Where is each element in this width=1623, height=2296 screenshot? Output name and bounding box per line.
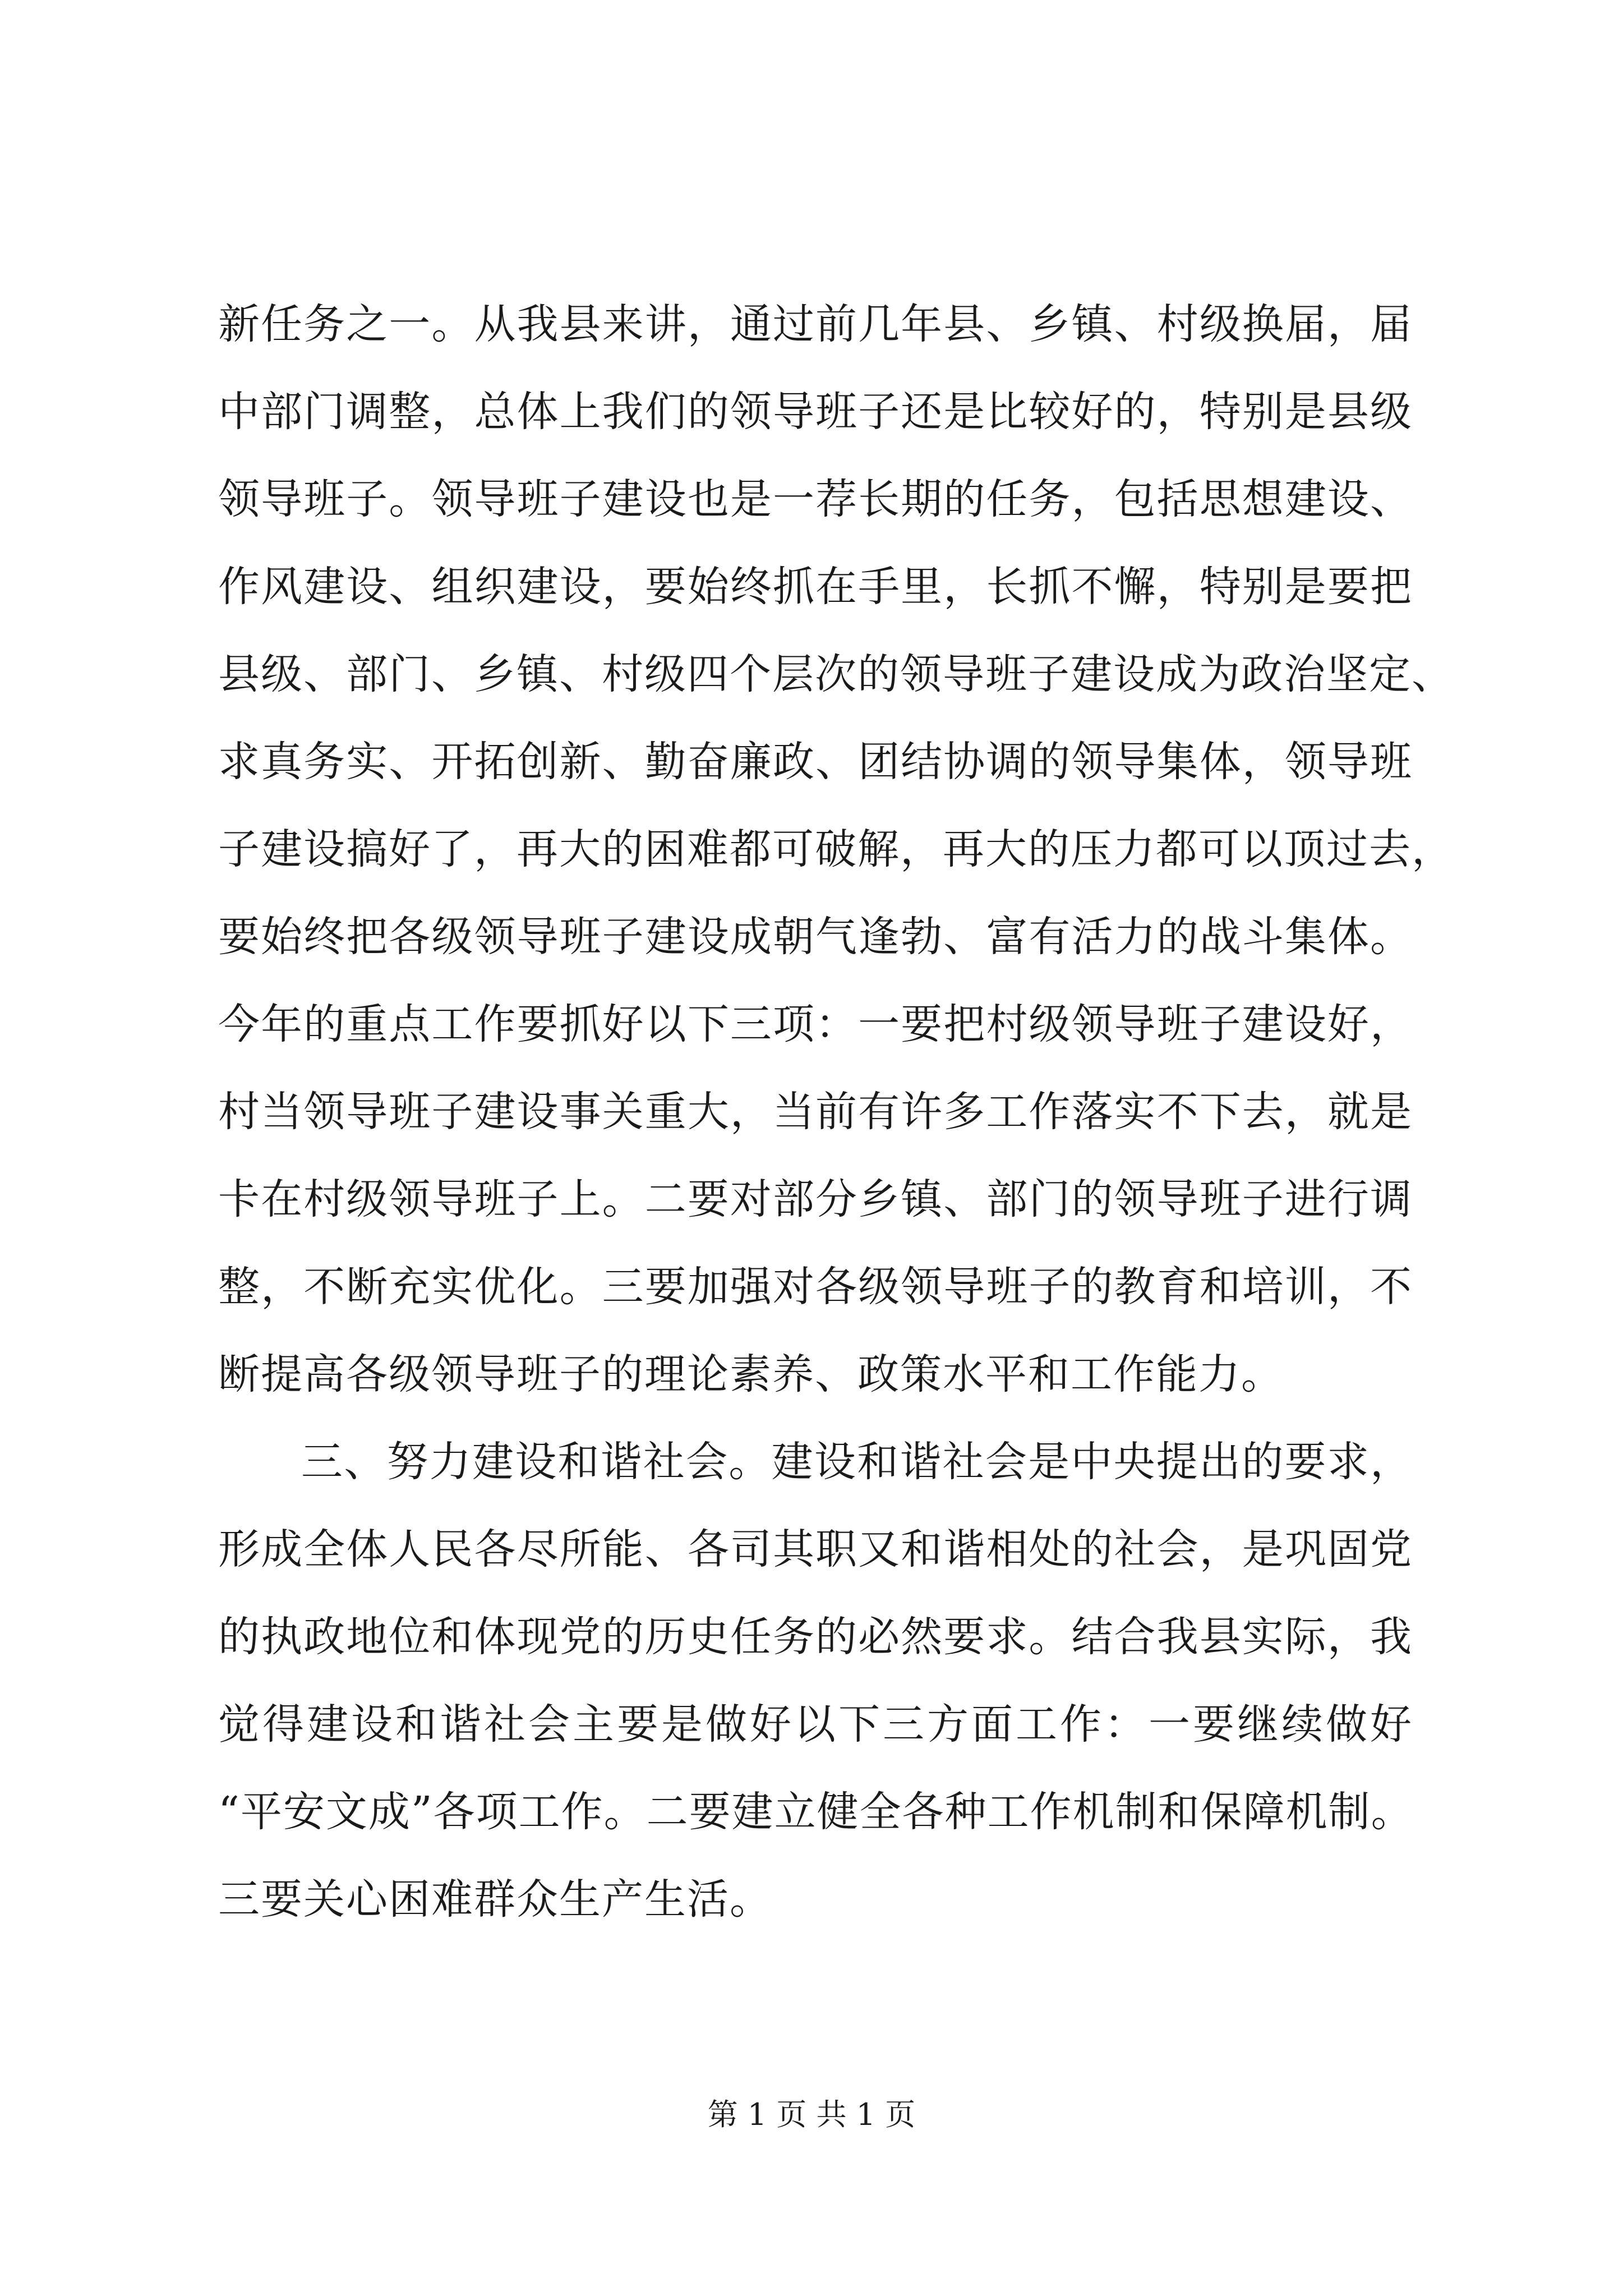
paragraph-2 [218,1418,1413,1943]
document-body [218,280,1454,1943]
text-line: 卡在村级领导班子上。二要对部分乡镇、部门的领导班子进行调 [218,1175,1413,1223]
text-line: 觉得建设和谐社会主要是做好以下三方面工作：一要继续做好 [218,1700,1413,1749]
text-line: 求真务实、开拓创新、勤奋廉政、团结协调的领导集体，领导班 [218,738,1413,786]
text-line: 要始终把各级领导班子建设成朝气逢勃、富有活力的战斗集体。 [218,913,1413,961]
text-line: 三要关心困难群众生产生活。 [218,1875,772,1924]
text-line: 形成全体人民各尽所能、各司其职又和谐相处的社会，是巩固党 [218,1525,1413,1573]
text-line: 新任务之一。从我县来讲，通过前几年县、乡镇、村级换届，届 [218,300,1413,348]
paragraph-1 [218,280,1454,1418]
text-line: 整，不断充实优化。三要加强对各级领导班子的教育和培训，不 [218,1263,1413,1311]
text-line: 作风建设、组织建设，要始终抓在手里，长抓不懈，特别是要把 [218,563,1413,611]
text-line: 的执政地位和体现党的历史任务的必然要求。结合我县实际，我 [218,1613,1413,1661]
text-line: 今年的重点工作要抓好以下三项：一要把村级领导班子建设好， [218,1000,1413,1048]
text-line: 村当领导班子建设事关重大，当前有许多工作落实不下去，就是 [218,1088,1413,1136]
text-line: 断提高各级领导班子的理论素养、政策水平和工作能力。 [218,1350,1284,1398]
text-line: 子建设搞好了，再大的困难都可破解，再大的压力都可以顶过去， [218,825,1454,873]
text-line: 县级、部门、乡镇、村级四个层次的领导班子建设成为政治坚定、 [218,650,1454,698]
text-line: 中部门调整，总体上我们的领导班子还是比较好的，特别是县级 [218,388,1413,436]
page-number-footer: 第 1 页 共 1 页 [707,2097,916,2132]
text-line: 三、努力建设和谐社会。建设和谐社会是中央提出的要求， [301,1438,1413,1486]
text-line: “平安文成”各项工作。二要建立健全各种工作机制和保障机制。 [218,1788,1414,1836]
text-line: 领导班子。领导班子建设也是一荐长期的任务，包括思想建设、 [218,475,1413,523]
